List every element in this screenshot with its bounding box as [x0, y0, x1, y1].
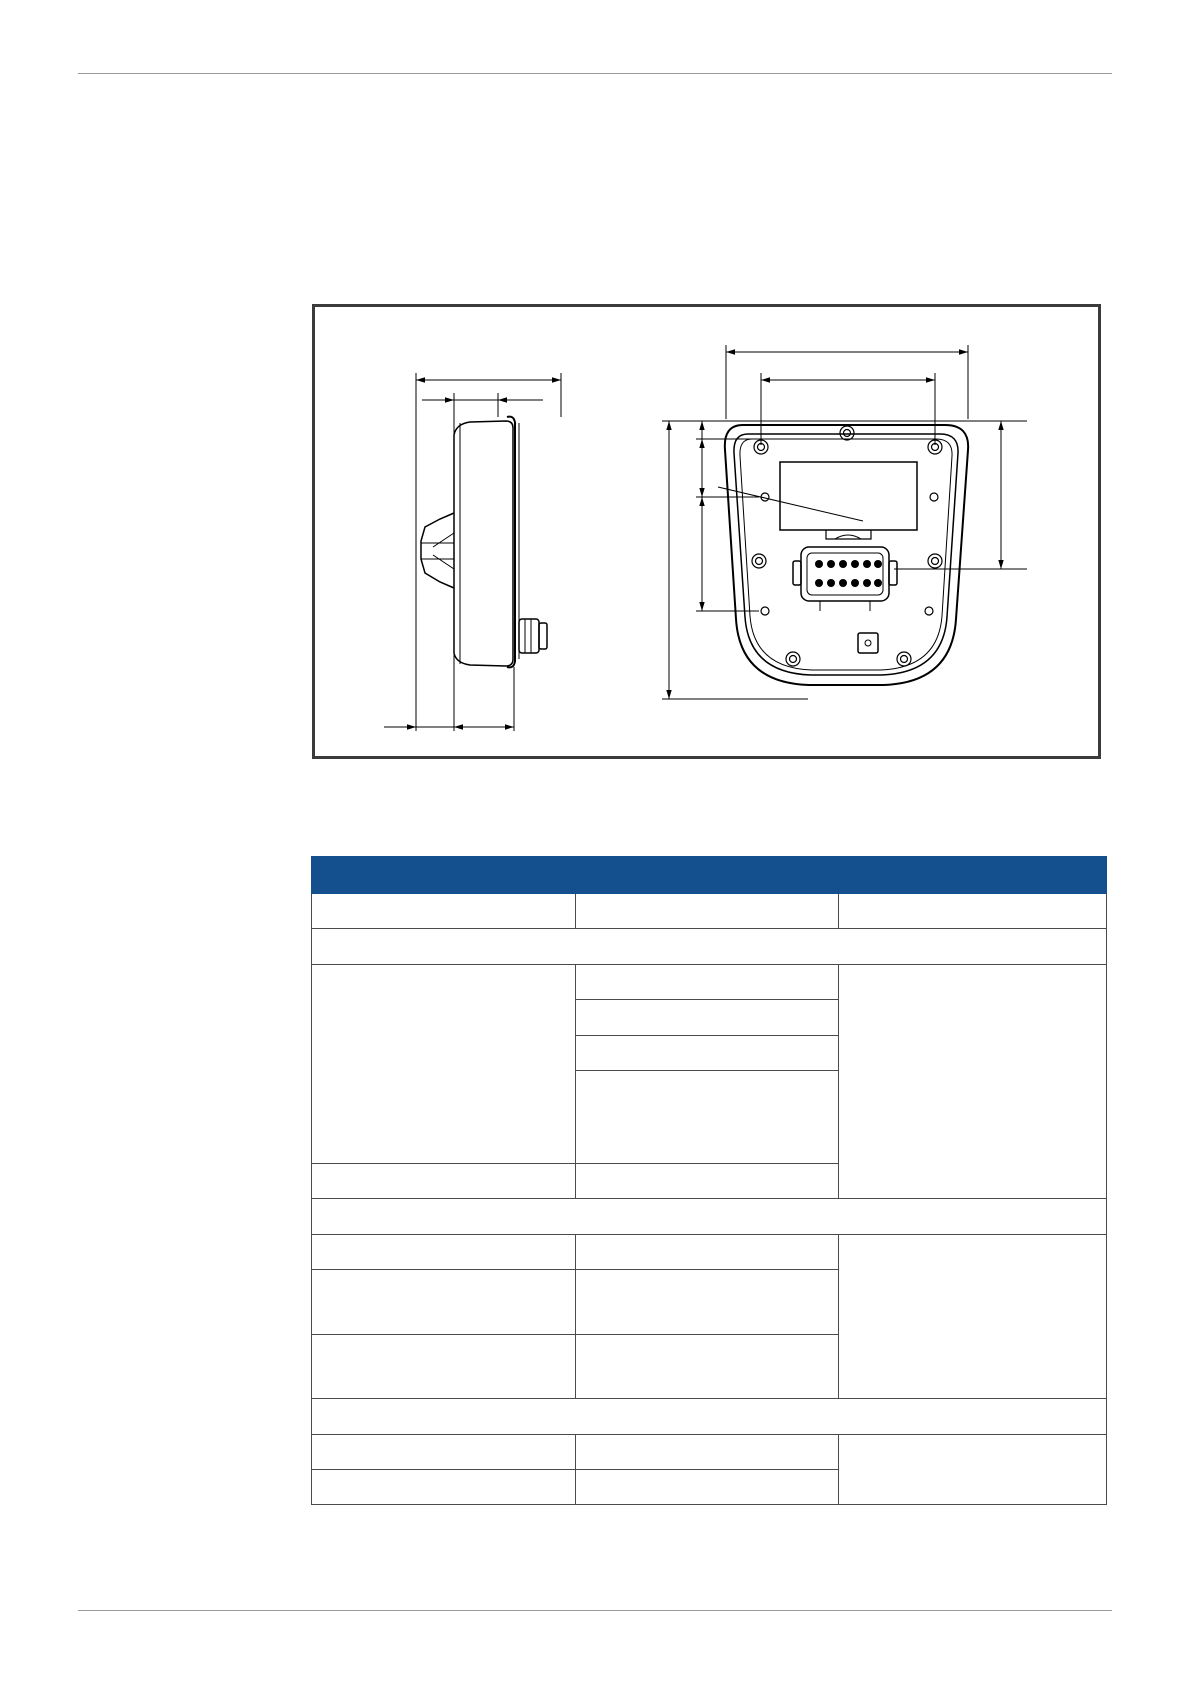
footer-rule [78, 1610, 1112, 1611]
column-header [576, 894, 839, 929]
table-cell [576, 1335, 839, 1399]
section-title [312, 929, 1107, 965]
table-cell [312, 1335, 576, 1399]
table-row [312, 965, 1107, 1000]
section-row [312, 929, 1107, 965]
section-title [312, 1399, 1107, 1435]
table-cell [576, 1164, 839, 1199]
section-row [312, 1199, 1107, 1235]
table-cell [576, 1470, 839, 1505]
table-cell [312, 1470, 576, 1505]
table-cell [312, 1235, 576, 1270]
table-cell [312, 965, 576, 1164]
table-header-row [312, 857, 1107, 894]
table-row [312, 1435, 1107, 1470]
header-rule [78, 73, 1112, 74]
table-cell [576, 1235, 839, 1270]
column-header [839, 894, 1107, 929]
dimension-drawing-frame [312, 304, 1101, 759]
side-view [384, 373, 561, 731]
table-cell [576, 1270, 839, 1335]
table-row [312, 1235, 1107, 1270]
table-cell [576, 1000, 839, 1036]
table-cell [312, 1435, 576, 1470]
rear-view [662, 345, 1027, 699]
specification-table [311, 856, 1107, 1505]
shared-value-cell [839, 965, 1107, 1199]
table-cell [576, 965, 839, 1000]
table-cell [576, 1036, 839, 1071]
shared-value-cell [839, 1435, 1107, 1505]
table-header [312, 857, 1107, 894]
table-cell [312, 1164, 576, 1199]
table-cell [576, 1435, 839, 1470]
column-header [312, 894, 576, 929]
shared-value-cell [839, 1235, 1107, 1399]
section-row [312, 1399, 1107, 1435]
table-cell [576, 1071, 839, 1164]
dimension-drawing [315, 307, 1104, 762]
table-cell [312, 1270, 576, 1335]
connector-pins [815, 560, 882, 587]
section-title [312, 1199, 1107, 1235]
column-header-row [312, 894, 1107, 929]
